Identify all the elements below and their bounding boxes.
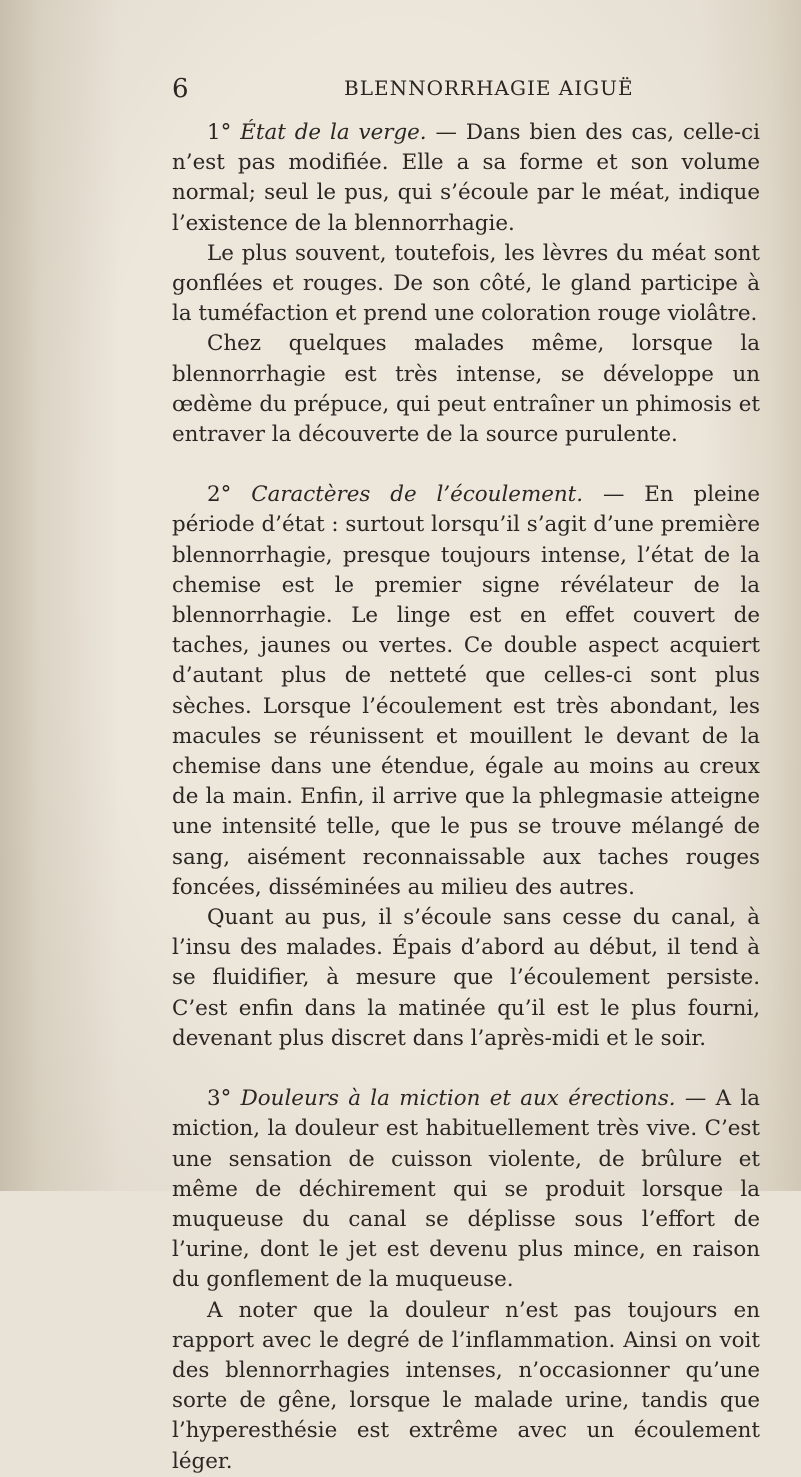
- section-2-title: Caractères de l’écoulement.: [251, 482, 584, 508]
- page-number: 6: [172, 74, 189, 104]
- section-2-number: 2°: [207, 482, 232, 508]
- section-2-lead-paragraph: [172, 480, 760, 903]
- running-title: BLENNORRHAGIE AIGUË: [344, 76, 634, 100]
- section-1-paragraph: Chez quelques malades même, lorsque la blennorrhagie est très intense, se développe un œdème du prépuce, qui peut entraîner un phimosis et entraver la découverte de la source purulente.: [172, 331, 760, 448]
- section-1-lead-text: — Dans bien des cas, celle-ci n’est pas modifiée. Elle a sa forme et son volume normal; seul le pus, qui s’écoule par le méat, indique l’existence de la blennorrhagie.: [172, 120, 760, 236]
- section-3-number: 3°: [207, 1086, 232, 1112]
- section-1-lead-paragraph: [172, 118, 760, 239]
- section-2-lead-text: — En pleine période d’état : surtout lorsqu’il s’agit d’une première blennorrhagie, presque toujours intense, l’état de la chemise est le premier signe révélateur de la blennorrhagie. Le linge est en effet couvert de taches, jaunes ou vertes. Ce double aspect acquiert d’autant plus de netteté que celles-ci sont plus sèches. Lorsque l’écoulement est très abondant, les macules se réunissent et mouillent le devant de la chemise dans une étendue, égale au moins au creux de la main. Enfin, il arrive que la phlegmasie atteigne une intensité telle, que le pus se trouve mélangé de sang, aisément reconnaissable aux taches rouges foncées, disséminées au milieu des autres.: [172, 482, 760, 900]
- page-header: [172, 74, 634, 106]
- section-1-paragraph: Le plus souvent, toutefois, les lèvres du méat sont gonflées et rouges. De son côté, le gland participe à la tuméfaction et prend une coloration rouge violâtre.: [172, 240, 760, 327]
- section-3-title: Douleurs à la miction et aux érections.: [240, 1086, 676, 1112]
- section-3-lead-paragraph: [172, 1084, 760, 1295]
- section-1-number: 1°: [207, 120, 232, 145]
- body-text: [172, 118, 760, 1477]
- section-1-title: État de la verge.: [240, 120, 427, 145]
- section-3-lead-text: — A la miction, la douleur est habituellement très vive. C’est une sensation de cuisson violente, de brûlure et même de déchirement qui se produit lorsque la muqueuse du canal se déplisse sous l’effort de l’urine, dont le jet est devenu plus mince, en raison du gonflement de la muqueuse.: [172, 1086, 760, 1293]
- section-3-paragraph: A noter que la douleur n’est pas toujours en rapport avec le degré de l’inflammation. Ainsi on voit des blennorrhagies intenses, n’occasionner qu’une sorte de gêne, lorsque le malade urine, tandis que l’hyperesthésie est extrême avec un écoulement léger.: [172, 1297, 760, 1474]
- section-2-paragraph: Quant au pus, il s’écoule sans cesse du canal, à l’insu des malades. Épais d’abord au début, il tend à se fluidifier, à mesure que l’écoulement persiste. C’est enfin dans la matinée qu’il est le plus fourni, devenant plus discret dans l’après-midi et le soir.: [172, 905, 760, 1051]
